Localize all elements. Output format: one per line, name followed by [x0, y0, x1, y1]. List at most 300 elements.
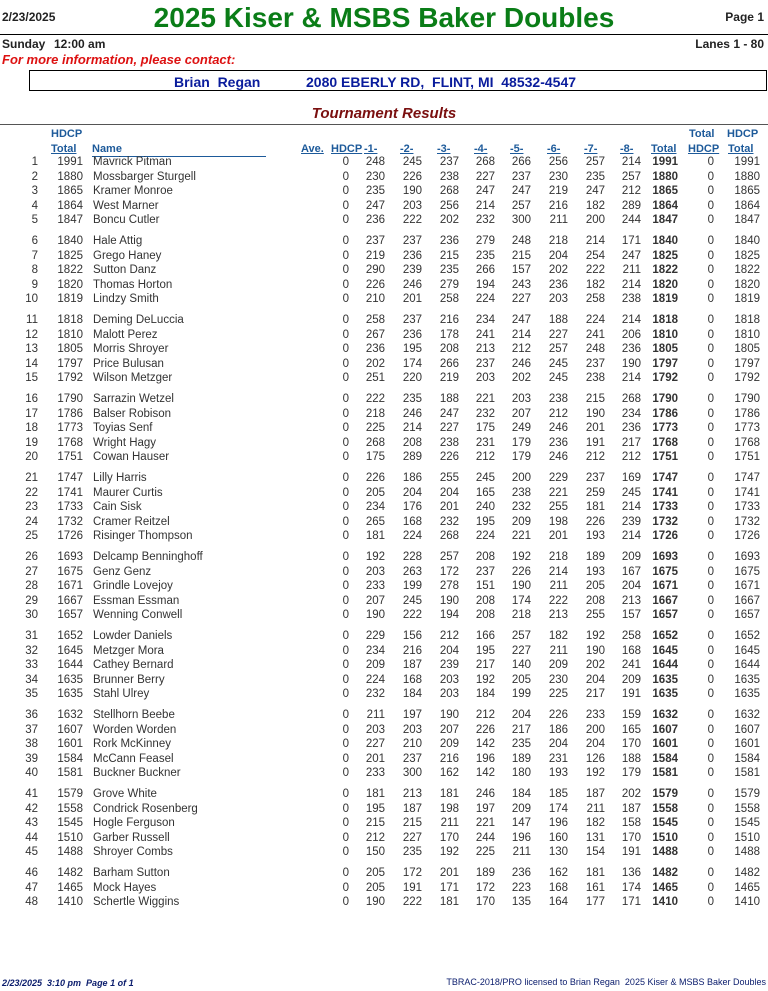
hdcp-total: 1741 — [57, 486, 83, 499]
scratch-total: 1601 — [652, 738, 678, 750]
scratch-total: 1632 — [652, 709, 678, 721]
team-name: Brunner Berry — [93, 673, 165, 686]
game-7-score: 248 — [585, 343, 605, 355]
total-handicap: 0 — [707, 723, 714, 736]
game-2-score: 246 — [402, 278, 422, 291]
handicap-total: 1822 — [734, 264, 760, 276]
rank: 37 — [25, 723, 38, 736]
game-6-score: 130 — [548, 846, 568, 858]
team-name: Thomas Horton — [93, 278, 173, 291]
game-6-score: 230 — [548, 673, 568, 686]
game-1-score: 258 — [365, 314, 385, 326]
handicap: 0 — [342, 407, 349, 420]
game-1-score: 237 — [365, 235, 385, 247]
hdcp-total: 1601 — [57, 738, 83, 750]
team-name: Sutton Danz — [93, 264, 157, 276]
game-6-score: 256 — [548, 156, 568, 168]
game-7-score: 192 — [585, 630, 605, 642]
game-5-score: 209 — [511, 515, 531, 528]
handicap-total: 1671 — [734, 580, 760, 592]
hdcp-total: 1579 — [57, 788, 83, 800]
rank: 19 — [25, 436, 38, 449]
game-5-score: 211 — [512, 846, 531, 858]
game-2-score: 199 — [402, 580, 422, 592]
game-8-score: 187 — [621, 802, 641, 815]
game-5-score: 192 — [511, 551, 531, 563]
team-name: Grindle Lovejoy — [93, 580, 173, 592]
game-1-score: 205 — [365, 486, 385, 499]
game-2-score: 168 — [402, 673, 422, 686]
lanes-range: Lanes 1 - 80 — [695, 37, 764, 51]
game-3-score: 266 — [439, 357, 459, 370]
game-3-score: 235 — [439, 264, 459, 276]
team-name: Barham Sutton — [93, 867, 170, 879]
game-1-score: 218 — [365, 407, 385, 420]
scratch-total: 1773 — [652, 422, 678, 434]
game-3-score: 268 — [439, 185, 459, 197]
game-5-score: 140 — [511, 659, 531, 671]
rank: 43 — [25, 817, 38, 829]
game-7-score: 189 — [585, 551, 605, 563]
team-name: Cain Sisk — [93, 501, 142, 513]
rank: 30 — [25, 609, 38, 621]
game-4-score: 246 — [475, 788, 495, 800]
game-3-score: 209 — [439, 738, 459, 750]
event-time: 12:00 am — [54, 37, 106, 51]
handicap: 0 — [342, 831, 349, 844]
game-8-score: 209 — [621, 551, 641, 563]
game-6-score: 182 — [548, 630, 568, 642]
game-4-score: 244 — [475, 831, 495, 844]
game-2-score: 300 — [402, 767, 422, 779]
team-name: Risinger Thompson — [93, 530, 193, 542]
total-handicap: 0 — [707, 436, 714, 449]
game-1-score: 190 — [365, 896, 385, 908]
game-8-score: 212 — [621, 185, 641, 197]
handicap: 0 — [342, 630, 349, 642]
handicap-total: 1657 — [734, 609, 760, 621]
rank: 39 — [25, 752, 38, 765]
team-name: Buckner Buckner — [93, 767, 181, 779]
game-8-score: 136 — [621, 867, 641, 879]
col-game-7: -7- — [584, 143, 598, 155]
team-name: Boncu Cutler — [93, 214, 160, 226]
rank: 26 — [25, 551, 38, 563]
game-2-score: 191 — [402, 881, 422, 894]
col-hdcp-total-top: HDCP — [51, 128, 83, 140]
total-handicap: 0 — [707, 235, 714, 247]
handicap: 0 — [342, 723, 349, 736]
game-4-score: 266 — [475, 264, 495, 276]
game-1-score: 251 — [365, 372, 385, 384]
handicap-total: 1792 — [734, 372, 760, 384]
hdcp-total: 1825 — [57, 249, 83, 262]
team-name: Shroyer Combs — [93, 846, 173, 858]
game-2-score: 184 — [402, 688, 422, 700]
scratch-total: 1825 — [652, 249, 678, 262]
game-2-score: 222 — [402, 896, 422, 908]
game-8-score: 258 — [621, 630, 641, 642]
game-1-score: 265 — [365, 515, 385, 528]
game-1-score: 211 — [366, 709, 385, 721]
game-7-score: 255 — [585, 609, 605, 621]
game-8-score: 170 — [621, 831, 641, 844]
game-8-score: 168 — [621, 644, 641, 657]
hdcp-total: 1726 — [57, 530, 83, 542]
rank: 40 — [25, 767, 38, 779]
handicap: 0 — [342, 314, 349, 326]
total-handicap: 0 — [707, 846, 714, 858]
game-3-score: 278 — [439, 580, 459, 592]
hdcp-total: 1792 — [57, 372, 83, 384]
game-8-score: 202 — [621, 788, 641, 800]
game-5-score: 238 — [511, 486, 531, 499]
col-game-5: -5- — [510, 143, 524, 155]
game-4-score: 172 — [475, 881, 495, 894]
total-handicap: 0 — [707, 867, 714, 879]
game-4-score: 170 — [475, 896, 495, 908]
game-8-score: 204 — [621, 580, 641, 592]
team-name: Cathey Bernard — [93, 659, 174, 671]
handicap: 0 — [342, 530, 349, 542]
game-6-score: 213 — [548, 609, 568, 621]
rank: 20 — [25, 451, 38, 463]
game-6-score: 222 — [548, 594, 568, 607]
game-4-score: 197 — [475, 802, 495, 815]
section-divider — [0, 124, 768, 125]
game-6-score: 257 — [548, 343, 568, 355]
team-name: Delcamp Benninghoff — [93, 551, 203, 563]
game-3-score: 216 — [439, 314, 459, 326]
game-3-score: 190 — [439, 709, 459, 721]
game-1-score: 205 — [365, 881, 385, 894]
game-7-score: 222 — [585, 264, 605, 276]
game-1-score: 225 — [365, 422, 385, 434]
handicap-total: 1818 — [734, 314, 760, 326]
handicap: 0 — [342, 422, 349, 434]
handicap-total: 1465 — [734, 881, 760, 894]
game-7-score: 154 — [585, 846, 605, 858]
total-handicap: 0 — [707, 688, 714, 700]
game-2-score: 222 — [402, 609, 422, 621]
game-4-score: 237 — [475, 357, 495, 370]
game-1-score: 207 — [365, 594, 385, 607]
game-4-score: 224 — [475, 530, 495, 542]
scratch-total: 1644 — [652, 659, 678, 671]
game-2-score: 190 — [402, 185, 422, 197]
rank: 6 — [31, 235, 38, 247]
hdcp-total: 1847 — [57, 214, 83, 226]
scratch-total: 1579 — [652, 788, 678, 800]
game-8-score: 211 — [622, 264, 641, 276]
team-name: Stellhorn Beebe — [93, 709, 175, 721]
scratch-total: 1790 — [652, 393, 678, 405]
game-5-score: 247 — [511, 185, 531, 197]
scratch-total: 1786 — [652, 407, 678, 420]
game-6-score: 245 — [548, 357, 568, 370]
handicap-total: 1751 — [734, 451, 760, 463]
game-5-score: 179 — [511, 451, 531, 463]
game-5-score: 200 — [511, 472, 531, 484]
game-6-score: 202 — [548, 264, 568, 276]
game-2-score: 245 — [402, 156, 422, 168]
game-1-score: 247 — [365, 199, 385, 212]
team-name: West Marner — [93, 199, 159, 212]
hdcp-total: 1635 — [57, 688, 83, 700]
game-6-score: 245 — [548, 372, 568, 384]
game-8-score: 214 — [621, 501, 641, 513]
game-5-score: 203 — [511, 393, 531, 405]
game-2-score: 187 — [402, 802, 422, 815]
scratch-total: 1880 — [652, 170, 678, 183]
game-2-score: 227 — [402, 831, 422, 844]
game-8-score: 209 — [621, 673, 641, 686]
scratch-total: 1822 — [652, 264, 678, 276]
total-handicap: 0 — [707, 515, 714, 528]
game-3-score: 190 — [439, 594, 459, 607]
game-2-score: 228 — [402, 551, 422, 563]
game-2-score: 213 — [402, 788, 422, 800]
game-2-score: 289 — [402, 451, 422, 463]
total-handicap: 0 — [707, 594, 714, 607]
game-2-score: 156 — [402, 630, 422, 642]
footer-timestamp: 2/23/2025 3:10 pm Page 1 of 1 — [2, 978, 134, 988]
game-3-score: 162 — [439, 767, 459, 779]
hdcp-total: 1805 — [57, 343, 83, 355]
game-5-score: 214 — [511, 328, 531, 341]
total-handicap: 0 — [707, 393, 714, 405]
game-5-score: 246 — [511, 357, 531, 370]
game-3-score: 208 — [439, 343, 459, 355]
team-name: Hale Attig — [93, 235, 143, 247]
game-4-score: 221 — [475, 393, 495, 405]
game-8-score: 191 — [621, 846, 641, 858]
game-7-score: 238 — [585, 372, 605, 384]
total-handicap: 0 — [707, 264, 714, 276]
game-8-score: 213 — [621, 594, 641, 607]
footer-license: TBRAC-2018/PRO licensed to Brian Regan 2025 Kiser & MSBS Baker Doubles — [446, 977, 766, 987]
col-total-hdcp-bottom: HDCP — [688, 143, 720, 155]
game-7-score: 187 — [585, 788, 605, 800]
game-3-score: 257 — [439, 551, 459, 563]
game-8-score: 241 — [621, 659, 641, 671]
game-4-score: 213 — [475, 343, 495, 355]
total-handicap: 0 — [707, 451, 714, 463]
game-5-score: 257 — [511, 630, 531, 642]
game-3-score: 215 — [439, 249, 459, 262]
game-6-score: 162 — [548, 867, 568, 879]
game-4-score: 227 — [475, 170, 495, 183]
rank: 47 — [25, 881, 38, 894]
game-6-score: 188 — [548, 314, 568, 326]
report-date: 2/23/2025 — [2, 10, 56, 24]
handicap-total: 1510 — [734, 831, 760, 844]
game-2-score: 245 — [402, 594, 422, 607]
game-4-score: 151 — [475, 580, 495, 592]
handicap: 0 — [342, 501, 349, 513]
handicap: 0 — [342, 328, 349, 341]
game-8-score: 171 — [621, 235, 641, 247]
game-6-score: 225 — [548, 688, 568, 700]
game-5-score: 204 — [511, 709, 531, 721]
col-game-1: -1- — [364, 143, 378, 155]
hdcp-total: 1644 — [57, 659, 83, 671]
game-3-score: 238 — [439, 436, 459, 449]
hdcp-total: 1635 — [57, 673, 83, 686]
team-name: Toyias Senf — [93, 422, 153, 434]
game-2-score: 246 — [402, 407, 422, 420]
team-name: Lindzy Smith — [93, 293, 159, 305]
handicap: 0 — [342, 752, 349, 765]
rank: 17 — [25, 407, 38, 420]
game-1-score: 215 — [365, 817, 385, 829]
handicap-total: 1847 — [734, 214, 760, 226]
game-7-score: 181 — [585, 501, 605, 513]
game-4-score: 225 — [475, 846, 495, 858]
game-7-score: 254 — [585, 249, 605, 262]
total-handicap: 0 — [707, 357, 714, 370]
rank: 35 — [25, 688, 38, 700]
game-7-score: 258 — [585, 293, 605, 305]
game-2-score: 263 — [402, 565, 422, 578]
game-8-score: 171 — [621, 896, 641, 908]
game-4-score: 166 — [475, 630, 495, 642]
handicap: 0 — [342, 357, 349, 370]
game-8-score: 214 — [621, 278, 641, 291]
handicap-total: 1733 — [734, 501, 760, 513]
handicap: 0 — [342, 565, 349, 578]
game-5-score: 202 — [511, 372, 531, 384]
handicap: 0 — [342, 817, 349, 829]
handicap: 0 — [342, 343, 349, 355]
team-name: Wenning Conwell — [93, 609, 183, 621]
game-1-score: 236 — [365, 214, 385, 226]
contact-address: 2080 EBERLY RD, FLINT, MI 48532-4547 — [306, 74, 577, 90]
game-8-score: 236 — [621, 343, 641, 355]
handicap-total: 1747 — [734, 472, 760, 484]
total-handicap: 0 — [707, 738, 714, 750]
total-handicap: 0 — [707, 630, 714, 642]
total-handicap: 0 — [707, 293, 714, 305]
rank: 22 — [25, 486, 38, 499]
game-4-score: 175 — [475, 422, 495, 434]
game-5-score: 236 — [511, 867, 531, 879]
total-handicap: 0 — [707, 565, 714, 578]
game-7-score: 201 — [585, 422, 605, 434]
hdcp-total: 1768 — [57, 436, 83, 449]
hdcp-total: 1733 — [57, 501, 83, 513]
handicap: 0 — [342, 278, 349, 291]
game-3-score: 204 — [439, 486, 459, 499]
scratch-total: 1465 — [652, 881, 678, 894]
game-8-score: 236 — [621, 422, 641, 434]
handicap: 0 — [342, 609, 349, 621]
game-4-score: 142 — [475, 767, 495, 779]
hdcp-total: 1786 — [57, 407, 83, 420]
game-1-score: 150 — [365, 846, 385, 858]
scratch-total: 1818 — [652, 314, 678, 326]
game-6-score: 246 — [548, 422, 568, 434]
game-6-score: 174 — [548, 802, 568, 815]
game-1-score: 181 — [365, 530, 385, 542]
game-3-score: 216 — [439, 752, 459, 765]
handicap: 0 — [342, 185, 349, 197]
hdcp-total: 1732 — [57, 515, 83, 528]
handicap: 0 — [342, 472, 349, 484]
game-8-score: 170 — [621, 738, 641, 750]
game-7-score: 247 — [585, 185, 605, 197]
team-name: Cowan Hauser — [93, 451, 170, 463]
game-5-score: 157 — [511, 264, 531, 276]
game-5-score: 257 — [511, 199, 531, 212]
game-2-score: 168 — [402, 515, 422, 528]
game-7-score: 211 — [586, 802, 605, 815]
game-6-score: 255 — [548, 501, 568, 513]
game-3-score: 239 — [439, 659, 459, 671]
col-hdcp-total-bottom: Total — [51, 143, 77, 155]
hdcp-total: 1773 — [57, 422, 83, 434]
game-2-score: 222 — [402, 214, 422, 226]
game-2-score: 201 — [402, 293, 422, 305]
handicap: 0 — [342, 264, 349, 276]
event-day: Sunday — [2, 37, 46, 51]
game-6-score: 204 — [548, 249, 568, 262]
handicap: 0 — [342, 214, 349, 226]
game-8-score: 190 — [621, 357, 641, 370]
game-5-score: 247 — [511, 314, 531, 326]
game-5-score: 180 — [511, 767, 531, 779]
game-4-score: 279 — [475, 235, 495, 247]
game-6-score: 211 — [549, 580, 568, 592]
team-name: Garber Russell — [93, 831, 170, 844]
handicap-total: 1819 — [734, 293, 760, 305]
game-1-score: 230 — [365, 170, 385, 183]
team-name: Worden Worden — [93, 723, 177, 736]
scratch-total: 1667 — [652, 594, 678, 607]
game-3-score: 181 — [439, 788, 459, 800]
hdcp-total: 1671 — [57, 580, 83, 592]
team-name: Wilson Metzger — [93, 372, 173, 384]
game-4-score: 231 — [475, 436, 495, 449]
game-7-score: 215 — [585, 393, 605, 405]
handicap-total: 1693 — [734, 551, 760, 563]
game-1-score: 267 — [365, 328, 385, 341]
team-name: Kramer Monroe — [93, 185, 173, 197]
team-name: Malott Perez — [93, 328, 158, 341]
handicap-total: 1732 — [734, 515, 760, 528]
hdcp-total: 1790 — [57, 393, 83, 405]
rank: 8 — [31, 264, 38, 276]
game-1-score: 195 — [365, 802, 385, 815]
handicap-total: 1825 — [734, 249, 760, 262]
game-4-score: 232 — [475, 214, 495, 226]
handicap-total: 1805 — [734, 343, 760, 355]
team-name: McCann Feasel — [93, 752, 174, 765]
game-5-score: 184 — [511, 788, 531, 800]
game-7-score: 190 — [585, 644, 605, 657]
team-name: Price Bulusan — [93, 357, 164, 370]
hdcp-total: 1751 — [57, 451, 83, 463]
rank: 21 — [25, 472, 38, 484]
handicap-total: 1488 — [734, 846, 760, 858]
scratch-total: 1645 — [652, 644, 678, 657]
team-name: Grego Haney — [93, 249, 162, 262]
team-name: Balser Robison — [93, 407, 171, 420]
game-3-score: 227 — [439, 422, 459, 434]
game-4-score: 241 — [475, 328, 495, 341]
rank: 18 — [25, 422, 38, 434]
game-7-score: 237 — [585, 472, 605, 484]
